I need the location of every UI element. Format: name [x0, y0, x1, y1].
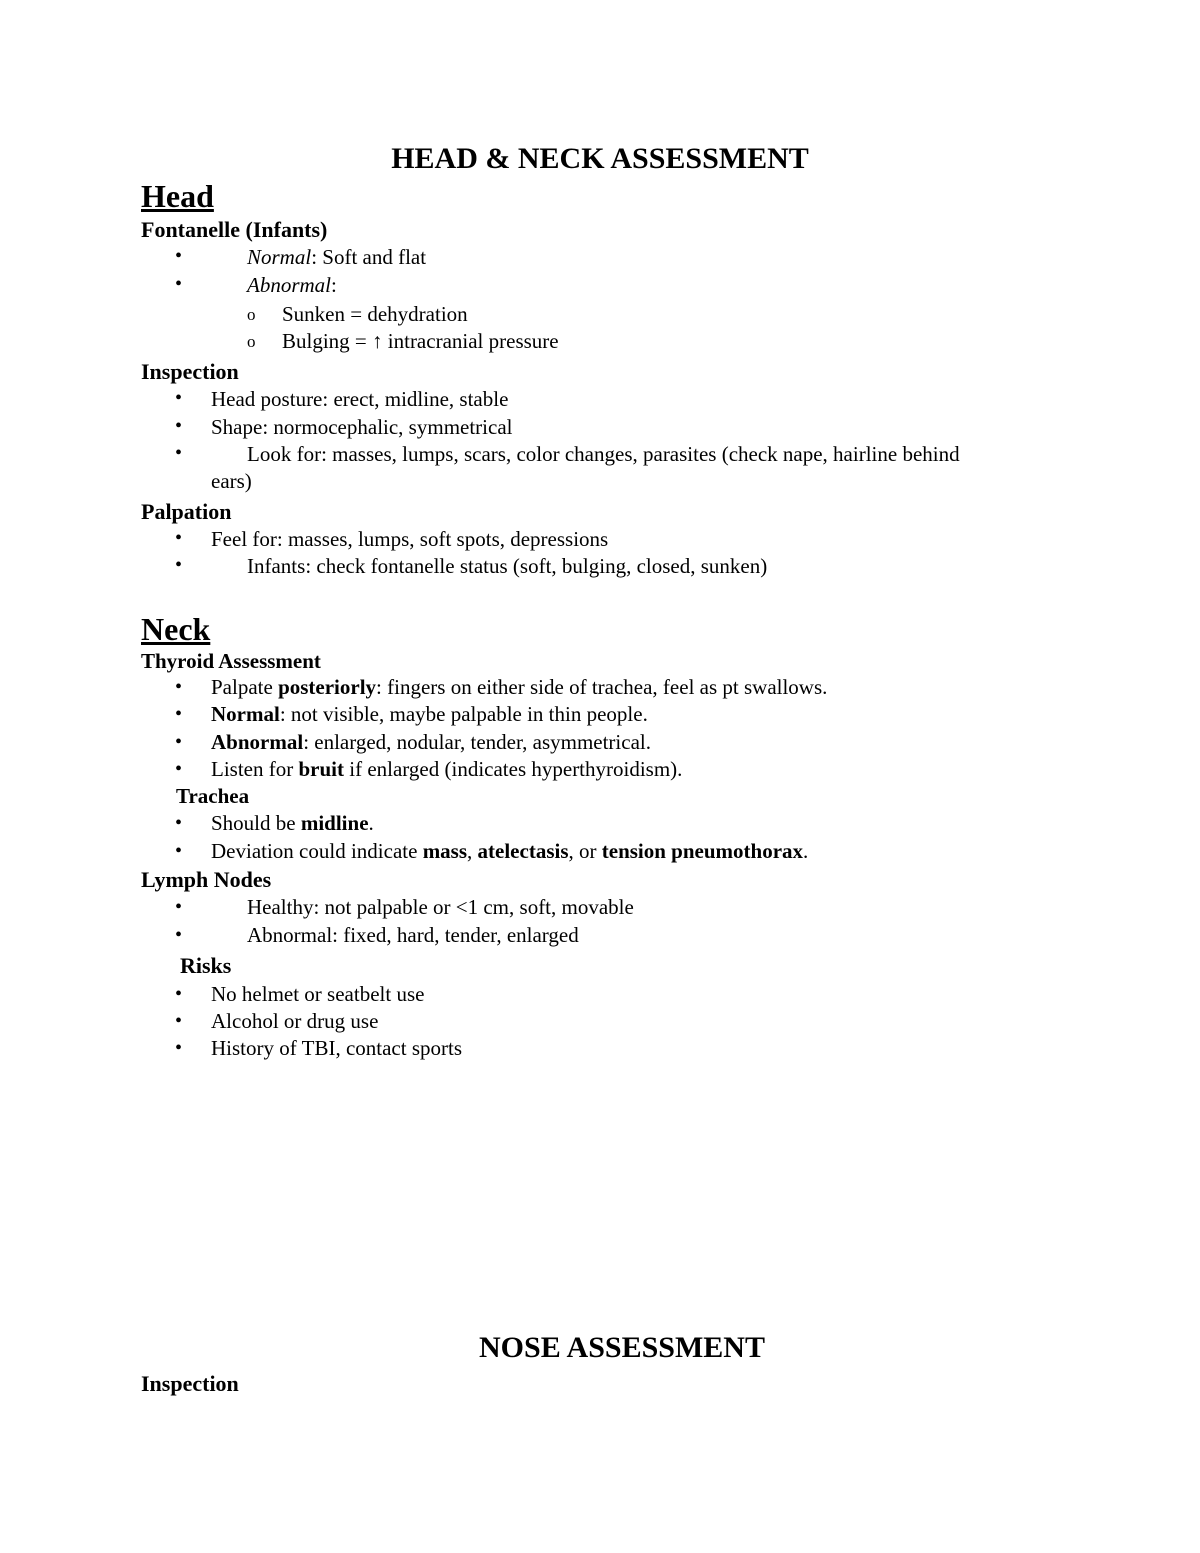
bold-term: bruit — [298, 757, 344, 781]
bullet-icon: • — [175, 703, 183, 725]
sub-bullet-icon: o — [247, 305, 256, 324]
bold-term: posteriorly — [278, 675, 377, 699]
bullet-icon: • — [175, 676, 183, 698]
subheading-palpation: Palpation — [141, 499, 232, 524]
page-title: HEAD & NECK ASSESSMENT — [391, 142, 809, 175]
bullet-icon: • — [175, 442, 183, 464]
text-part: Listen for — [211, 757, 299, 781]
sub-list-item: Sunken = dehydration — [282, 302, 468, 326]
text-part: , — [467, 839, 478, 863]
bold-term: tension pneumothorax — [601, 839, 804, 863]
bullet-icon: • — [175, 812, 183, 834]
bullet-icon: • — [175, 731, 183, 753]
text-part: : enlarged, nodular, tender, asymmetrical. — [303, 730, 651, 754]
list-item — [211, 839, 808, 864]
bullet-icon: • — [175, 758, 183, 780]
list-item: Feel for: masses, lumps, soft spots, depressions — [211, 527, 609, 551]
bullet-icon: • — [175, 1010, 183, 1032]
section-heading-head: Head — [141, 178, 214, 214]
bullet-icon: • — [175, 983, 183, 1005]
abnormal-text: : — [331, 273, 337, 297]
subheading-nose-inspection: Inspection — [141, 1371, 239, 1396]
text-part: Should be — [211, 811, 301, 835]
list-item: Alcohol or drug use — [211, 1009, 379, 1033]
bullet-icon: • — [175, 554, 183, 576]
bold-term: atelectasis — [477, 839, 569, 863]
bold-term: midline — [300, 811, 369, 835]
subheading-fontanelle: Fontanelle (Infants) — [141, 217, 328, 242]
list-item — [247, 245, 426, 270]
normal-text: : Soft and flat — [311, 245, 427, 269]
list-item — [211, 757, 682, 782]
subheading-lymph-nodes: Lymph Nodes — [141, 867, 272, 892]
bullet-icon: • — [175, 924, 183, 946]
list-item — [211, 811, 374, 836]
text-part: Palpate — [211, 675, 279, 699]
list-item — [211, 675, 827, 700]
text-part: if enlarged (indicates hyperthyroidism). — [344, 757, 683, 781]
bold-term: mass — [422, 839, 468, 863]
bullet-icon: • — [175, 245, 183, 267]
list-item: History of TBI, contact sports — [211, 1036, 462, 1060]
bullet-icon: • — [175, 387, 183, 409]
bullet-icon: • — [175, 415, 183, 437]
text-part: : fingers on either side of trachea, feel as pt swallows. — [376, 675, 828, 699]
bullet-icon: • — [175, 527, 183, 549]
bold-term: Abnormal — [211, 730, 304, 754]
subheading-trachea: Trachea — [176, 784, 250, 808]
list-item: Infants: check fontanelle status (soft, bulging, closed, sunken) — [247, 554, 768, 578]
sub-bullet-icon: o — [247, 332, 256, 351]
bullet-icon: • — [175, 840, 183, 862]
list-item — [211, 702, 648, 727]
nose-title: NOSE ASSESSMENT — [479, 1331, 765, 1364]
text-part: . — [368, 811, 374, 835]
text-part: , or — [568, 839, 602, 863]
subheading-thyroid: Thyroid Assessment — [141, 649, 321, 673]
bullet-icon: • — [175, 896, 183, 918]
normal-label: Normal — [247, 245, 312, 269]
bold-term: Normal — [211, 702, 280, 726]
bullet-icon: • — [175, 1037, 183, 1059]
section-heading-neck: Neck — [141, 611, 211, 647]
list-item: Shape: normocephalic, symmetrical — [211, 415, 513, 439]
sub-list-item: Bulging = ↑ intracranial pressure — [282, 329, 559, 353]
list-item-continuation: ears) — [211, 469, 252, 493]
subheading-risks: Risks — [180, 953, 232, 978]
list-item — [211, 730, 651, 755]
list-item: Head posture: erect, midline, stable — [211, 387, 509, 411]
abnormal-label: Abnormal — [247, 273, 331, 297]
subheading-inspection: Inspection — [141, 359, 239, 384]
text-part: . — [803, 839, 809, 863]
bullet-icon: • — [175, 273, 183, 295]
list-item: Abnormal: fixed, hard, tender, enlarged — [247, 923, 579, 947]
list-item — [247, 273, 337, 298]
text-part: Deviation could indicate — [211, 839, 423, 863]
list-item: Look for: masses, lumps, scars, color changes, parasites (check nape, hairline behind — [247, 442, 960, 466]
list-item: No helmet or seatbelt use — [211, 982, 425, 1006]
list-item: Healthy: not palpable or <1 cm, soft, movable — [247, 895, 634, 919]
text-part: : not visible, maybe palpable in thin people. — [279, 702, 648, 726]
